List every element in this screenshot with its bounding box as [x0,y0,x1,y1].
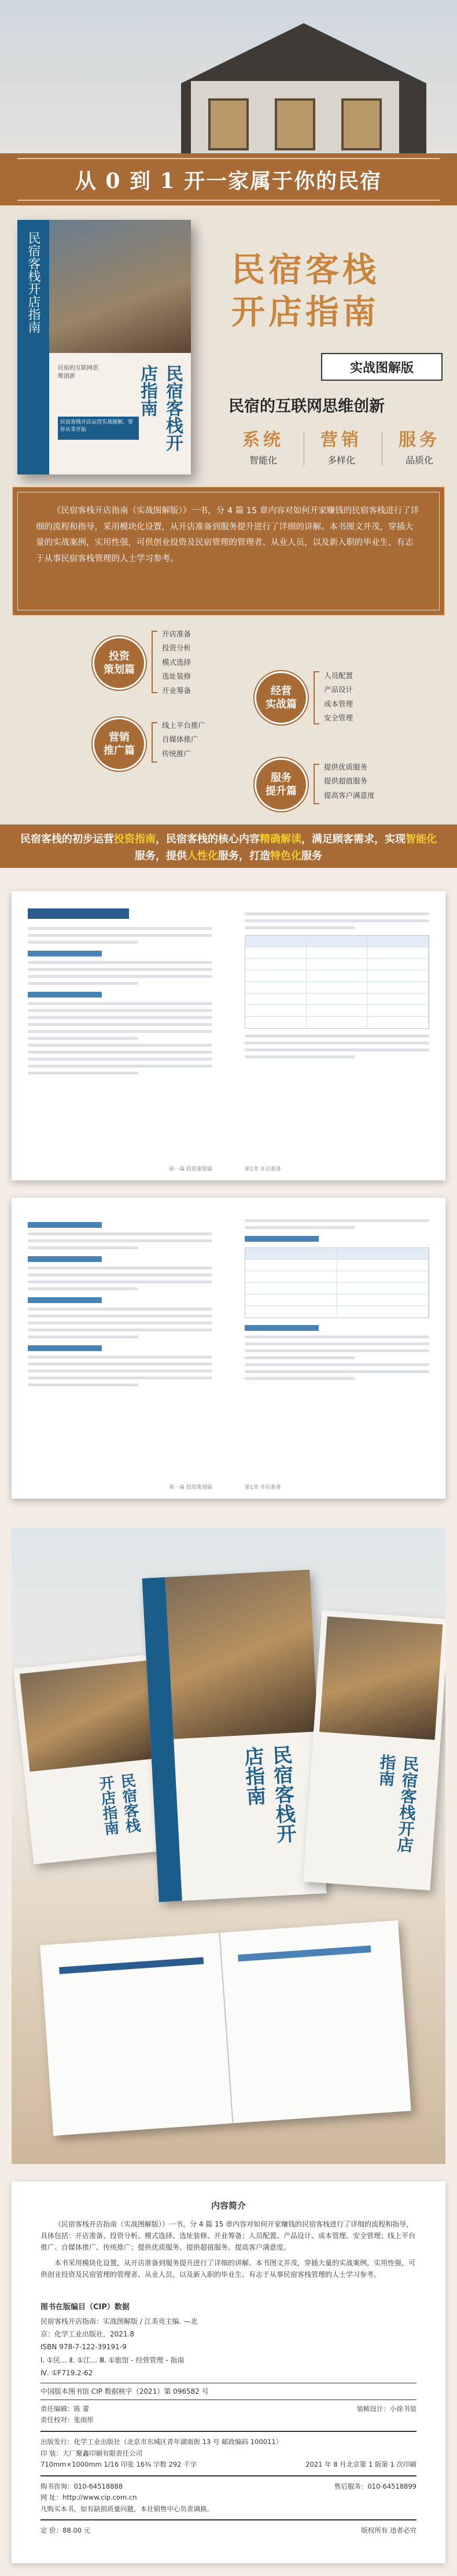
open-book-gutter [219,1933,233,2123]
mindmap-bracket [314,671,319,724]
cip-number: 中国版本图书馆 CIP 数据核字（2021）第 096582 号 [40,2383,417,2400]
feature-main: 营销 [320,430,362,450]
mindmap-item: 开店准备 [162,630,191,638]
page-footer: 第1章 开店准备 [245,1166,281,1172]
text-line [245,1048,429,1051]
text-line [28,1037,138,1040]
page-subheading [245,1236,319,1242]
text-line [28,1023,212,1026]
text-line [28,1065,212,1068]
text-line [28,941,138,944]
photo-book-cover [165,1570,318,1739]
page-subheading [28,1297,102,1303]
open-book-heading [59,1957,204,1974]
spec-row [40,2459,417,2471]
inner-spread-1 [12,891,445,1180]
publisher-row [40,2437,417,2448]
top-banner [0,153,457,205]
photo-book-center [142,1570,327,1902]
text-line [28,961,212,964]
photo-book-cover [20,1660,163,1772]
page-footer: 第一篇 投资策划篇 [169,1166,212,1172]
edition-info: 2021 年 8 月北京第 1 版第 1 次印刷 [305,2460,417,2469]
proofreader: 责任校对：张雨彤 [40,2416,94,2424]
text-line [28,1335,138,1338]
page-subheading [28,1222,102,1228]
mindmap-item: 提供超值服务 [324,777,368,786]
cip-line: ISBN 978-7-122-39191-9 [40,2343,127,2351]
text-line [245,1356,355,1359]
page-subheading [28,951,102,956]
text-line [28,1356,212,1359]
text-line [245,1377,355,1380]
cta-banner [0,825,457,868]
printer: 印 装：大厂聚鑫印刷有限责任公司 [40,2449,143,2457]
cta-text: 服务 [301,849,322,862]
publisher: 出版发行：化学工业出版社（北京市东城区青年湖南街 13 号 邮政编码 100011） [40,2437,283,2446]
mindmap-bracket [314,764,319,804]
text-line [245,1349,429,1352]
page-subheading [245,1325,319,1331]
mindmap-node-marketing [93,717,146,771]
book-subtitle: 民宿的互联网思维创新 [58,365,98,380]
text-line [245,1226,355,1229]
credits-row [40,2415,417,2426]
price-row [40,2525,417,2537]
book-spine: 民宿客栈开店指南 [17,220,49,474]
text-line [28,1030,212,1033]
text-line [28,1239,212,1242]
intro-box [12,486,445,616]
text-line [28,1267,212,1269]
divider [40,2475,417,2476]
text-line [28,1383,138,1386]
text-line [28,1377,212,1379]
cta-highlight: 特色化 [270,849,301,862]
cta-highlight: 精确解读 [260,833,301,845]
text-line [28,1315,212,1318]
house-window [275,98,315,150]
main-title [231,249,451,333]
text-line [245,1370,429,1373]
banner-line-bottom [17,200,440,201]
page-footer: 第一篇 投资策划篇 [169,1485,212,1491]
photo-book-cover [319,1617,443,1740]
feature-main: 系统 [242,430,284,450]
slogan: 民宿的互联网思维创新 [228,398,385,415]
feature-sub: 品质化 [405,455,433,466]
text-line [28,1232,212,1235]
cta-text: 服务，打造 [218,849,270,862]
cta-highlight: 智能化 [406,833,437,845]
page-subheading [28,992,102,998]
text-line [245,912,429,915]
text-line [28,982,138,985]
text-line [28,1058,212,1061]
mindmap-item: 人员配置 [324,671,353,680]
text-line [28,1274,212,1276]
house-window [341,98,382,150]
website: 网 址：http://www.cip.com.cn [40,2493,137,2502]
page-subheading [28,1345,102,1351]
book-badge: 民宿客栈开店运营实战图解，帮你从零开始 [58,417,139,440]
service-phone: 购书咨询：010-64518888 [40,2482,123,2490]
editor: 责任编辑：陈 蕾 [40,2404,90,2413]
text-line [28,1287,138,1290]
open-book-heading [238,1945,371,1962]
text-line [28,1308,212,1311]
house-window [208,98,249,150]
inner-page-left [12,891,228,1180]
text-line [28,1329,212,1331]
notice-row [40,2504,417,2515]
mindmap-list-operation [324,669,353,726]
page-subheading [28,1256,102,1262]
text-line [28,927,212,930]
cta-highlight: 人性化 [187,849,218,862]
text-line [28,1051,212,1054]
inner-page-left [12,1198,228,1499]
text-line [28,1322,212,1324]
spec: 710mm×1000mm 1/16 印张 16¾ 字数 292 千字 [40,2460,197,2469]
mindmap-node-label: 经营 实战篇 [266,685,297,711]
website-row [40,2492,417,2504]
mindmap-item: 自媒体推广 [162,735,198,744]
text-line [28,968,212,971]
feature-service [388,425,451,466]
photo-open-book [40,1920,411,2136]
credits-row [40,2404,417,2415]
feature-main: 服务 [399,430,440,450]
text-line [245,1363,429,1366]
inner-page-right [228,891,445,1180]
mindmap-node-operation [255,671,308,724]
cta-text: ，满足顾客需求，实现 [301,833,406,845]
book-cover-photo [49,220,191,353]
intro-para: 《民宿客栈开店指南（实战图解版）》一书，分 4 篇 15 章内容对如何开家赚钱的民宿客栈进行了详细的流程和指导，具体包括：开店准备、投资分析、模式选择、选址装修、开业筹备；人员配置、产品设计、成本管理、安全管理；线上平台推广、自媒体推广、传统推广；提供优质服务、提供超值服务、提高客户满意度。 [40,2220,416,2252]
aftersale-phone: 售后服务：010-64518899 [334,2482,417,2490]
feature-sub: 智能化 [249,455,277,466]
mindmap-node-label: 服务 提升篇 [266,771,297,797]
text-line [245,1055,355,1058]
service-row [40,2481,417,2493]
divider [40,2431,417,2432]
design: 装帧设计：小徐书装 [356,2404,417,2413]
mindmap-item: 线上平台推广 [162,721,206,730]
mindmap-bracket [152,722,157,763]
cip-line: Ⅰ. ①民… Ⅱ. ①江… Ⅲ. ①旅馆 - 经营管理 - 指南 [40,2356,185,2364]
intro-text: 《民宿客栈开店指南（实战图解版）》一书，分 4 篇 15 章内容对如何开家赚钱的民宿客栈进行了详细的流程和指导，采用模块化设置，从开店准备到服务提升进行了详细的讲解。本书图文并茂，穿插大量的实战案例，实用性强，可供创业投资及民宿管理的管理者、从业人员，以及新入职的毕业生、有志于从事民宿客栈管理的人士学习参考。 [36,506,419,564]
cip-line: 民宿客栈开店指南：实战图解版 / 江美亮主编. —北 [40,2317,198,2325]
banner-text: 从 0 到 1 开一家属于你的民宿 [75,168,382,193]
cta-text: 服务，提供 [135,849,187,862]
books-photo [12,1528,445,2164]
text-line [28,975,212,978]
text-line [28,1002,212,1005]
cip-title: 图书在版编目（CIP）数据 [40,2303,130,2312]
copyright-page [12,2181,445,2563]
inner-spread-2 [12,1198,445,1499]
mindmap-list-invest [162,627,191,698]
mindmap-node-label: 投资 策划篇 [104,650,135,676]
page-chapter-heading [28,908,129,919]
mindmap-node-label: 营销 推广篇 [104,731,135,757]
intro-heading: 内容简介 [211,2200,246,2211]
text-line [28,934,212,937]
banner-line-top [17,158,440,159]
text-line [245,1042,429,1044]
feature-system [231,425,295,466]
main-title-line2: 开店指南 [231,292,380,332]
text-line [245,1335,429,1338]
text-line [245,919,429,922]
photo-book-title: 民宿客栈开店指南 [375,1753,421,1853]
cip-line: Ⅳ. ①F719.2-62 [40,2369,93,2378]
feature-marketing [309,425,373,466]
mindmap-item: 产品设计 [324,685,353,694]
intro-para: 本书采用模块化设置，从开店准备到服务提升进行了详细的讲解。本书图文并茂，穿插大量的实战案例，实用性强，可供创业投资及民宿管理的管理者、从业人员，以及新入职的毕业生、有志于从事民宿客栈管理的人士学习参考。 [40,2258,416,2279]
page-table [245,1247,429,1318]
mindmap-list-service [324,760,375,803]
text-line [28,1280,212,1283]
edition-badge: 实战图解版 [321,353,443,381]
text-line [28,1072,138,1074]
mindmap-item: 选址装修 [162,672,191,681]
mindmap-bracket [152,631,157,693]
divider [40,2519,417,2520]
notice: 凡购买本书，如有缺损质量问题，本社销售中心负责调换。 [40,2504,213,2513]
photo-book-title: 民宿客栈开店指南 [240,1744,297,1844]
text-line [28,1370,212,1372]
inner-page-right [228,1198,445,1499]
text-line [245,1219,429,1222]
mindmap-item: 投资分析 [162,643,191,653]
mindmap-item: 安全管理 [324,713,353,723]
hero-section [0,0,457,868]
text-line [28,1044,212,1047]
rights: 版权所有 违者必究 [361,2526,417,2535]
mindmap-node-service [255,758,308,811]
book-cover [17,220,191,474]
mindmap-item: 开业筹备 [162,686,191,695]
text-line [28,1246,138,1249]
photo-book-right [303,1610,445,1890]
cta-highlight: 投资指南 [114,833,156,845]
mindmap-item: 传统推广 [162,749,191,758]
text-line [28,1009,212,1012]
printer-row [40,2448,417,2460]
text-line [245,1035,429,1037]
photo-book-title: 民宿客栈开店指南 [96,1772,141,1837]
book-title: 民宿客栈开店指南 [137,365,183,451]
cip-line: 京：化学工业出版社，2021.8 [40,2330,134,2338]
text-line [245,926,355,929]
page-table [245,935,429,1029]
text-line [28,1016,212,1019]
price: 定 价：88.00 元 [40,2526,91,2535]
cta-text: ，民宿客栈的核心内容 [156,833,260,845]
mindmap-item: 成本管理 [324,699,353,708]
cta-text: 民宿客栈的初步运营 [20,833,114,845]
mindmap-item: 提供优质服务 [324,763,368,771]
text-line [28,1363,212,1366]
mindmap-node-invest [93,636,146,690]
mindmap-item: 模式选择 [162,657,191,667]
mindmap-list-marketing [162,719,205,761]
feature-sub: 多样化 [327,455,355,466]
text-line [245,1342,429,1345]
page-footer: 第1章 开店准备 [245,1485,281,1491]
mindmap-item: 提高客户满意度 [324,790,375,800]
main-title-line1: 民宿客栈 [231,250,380,289]
